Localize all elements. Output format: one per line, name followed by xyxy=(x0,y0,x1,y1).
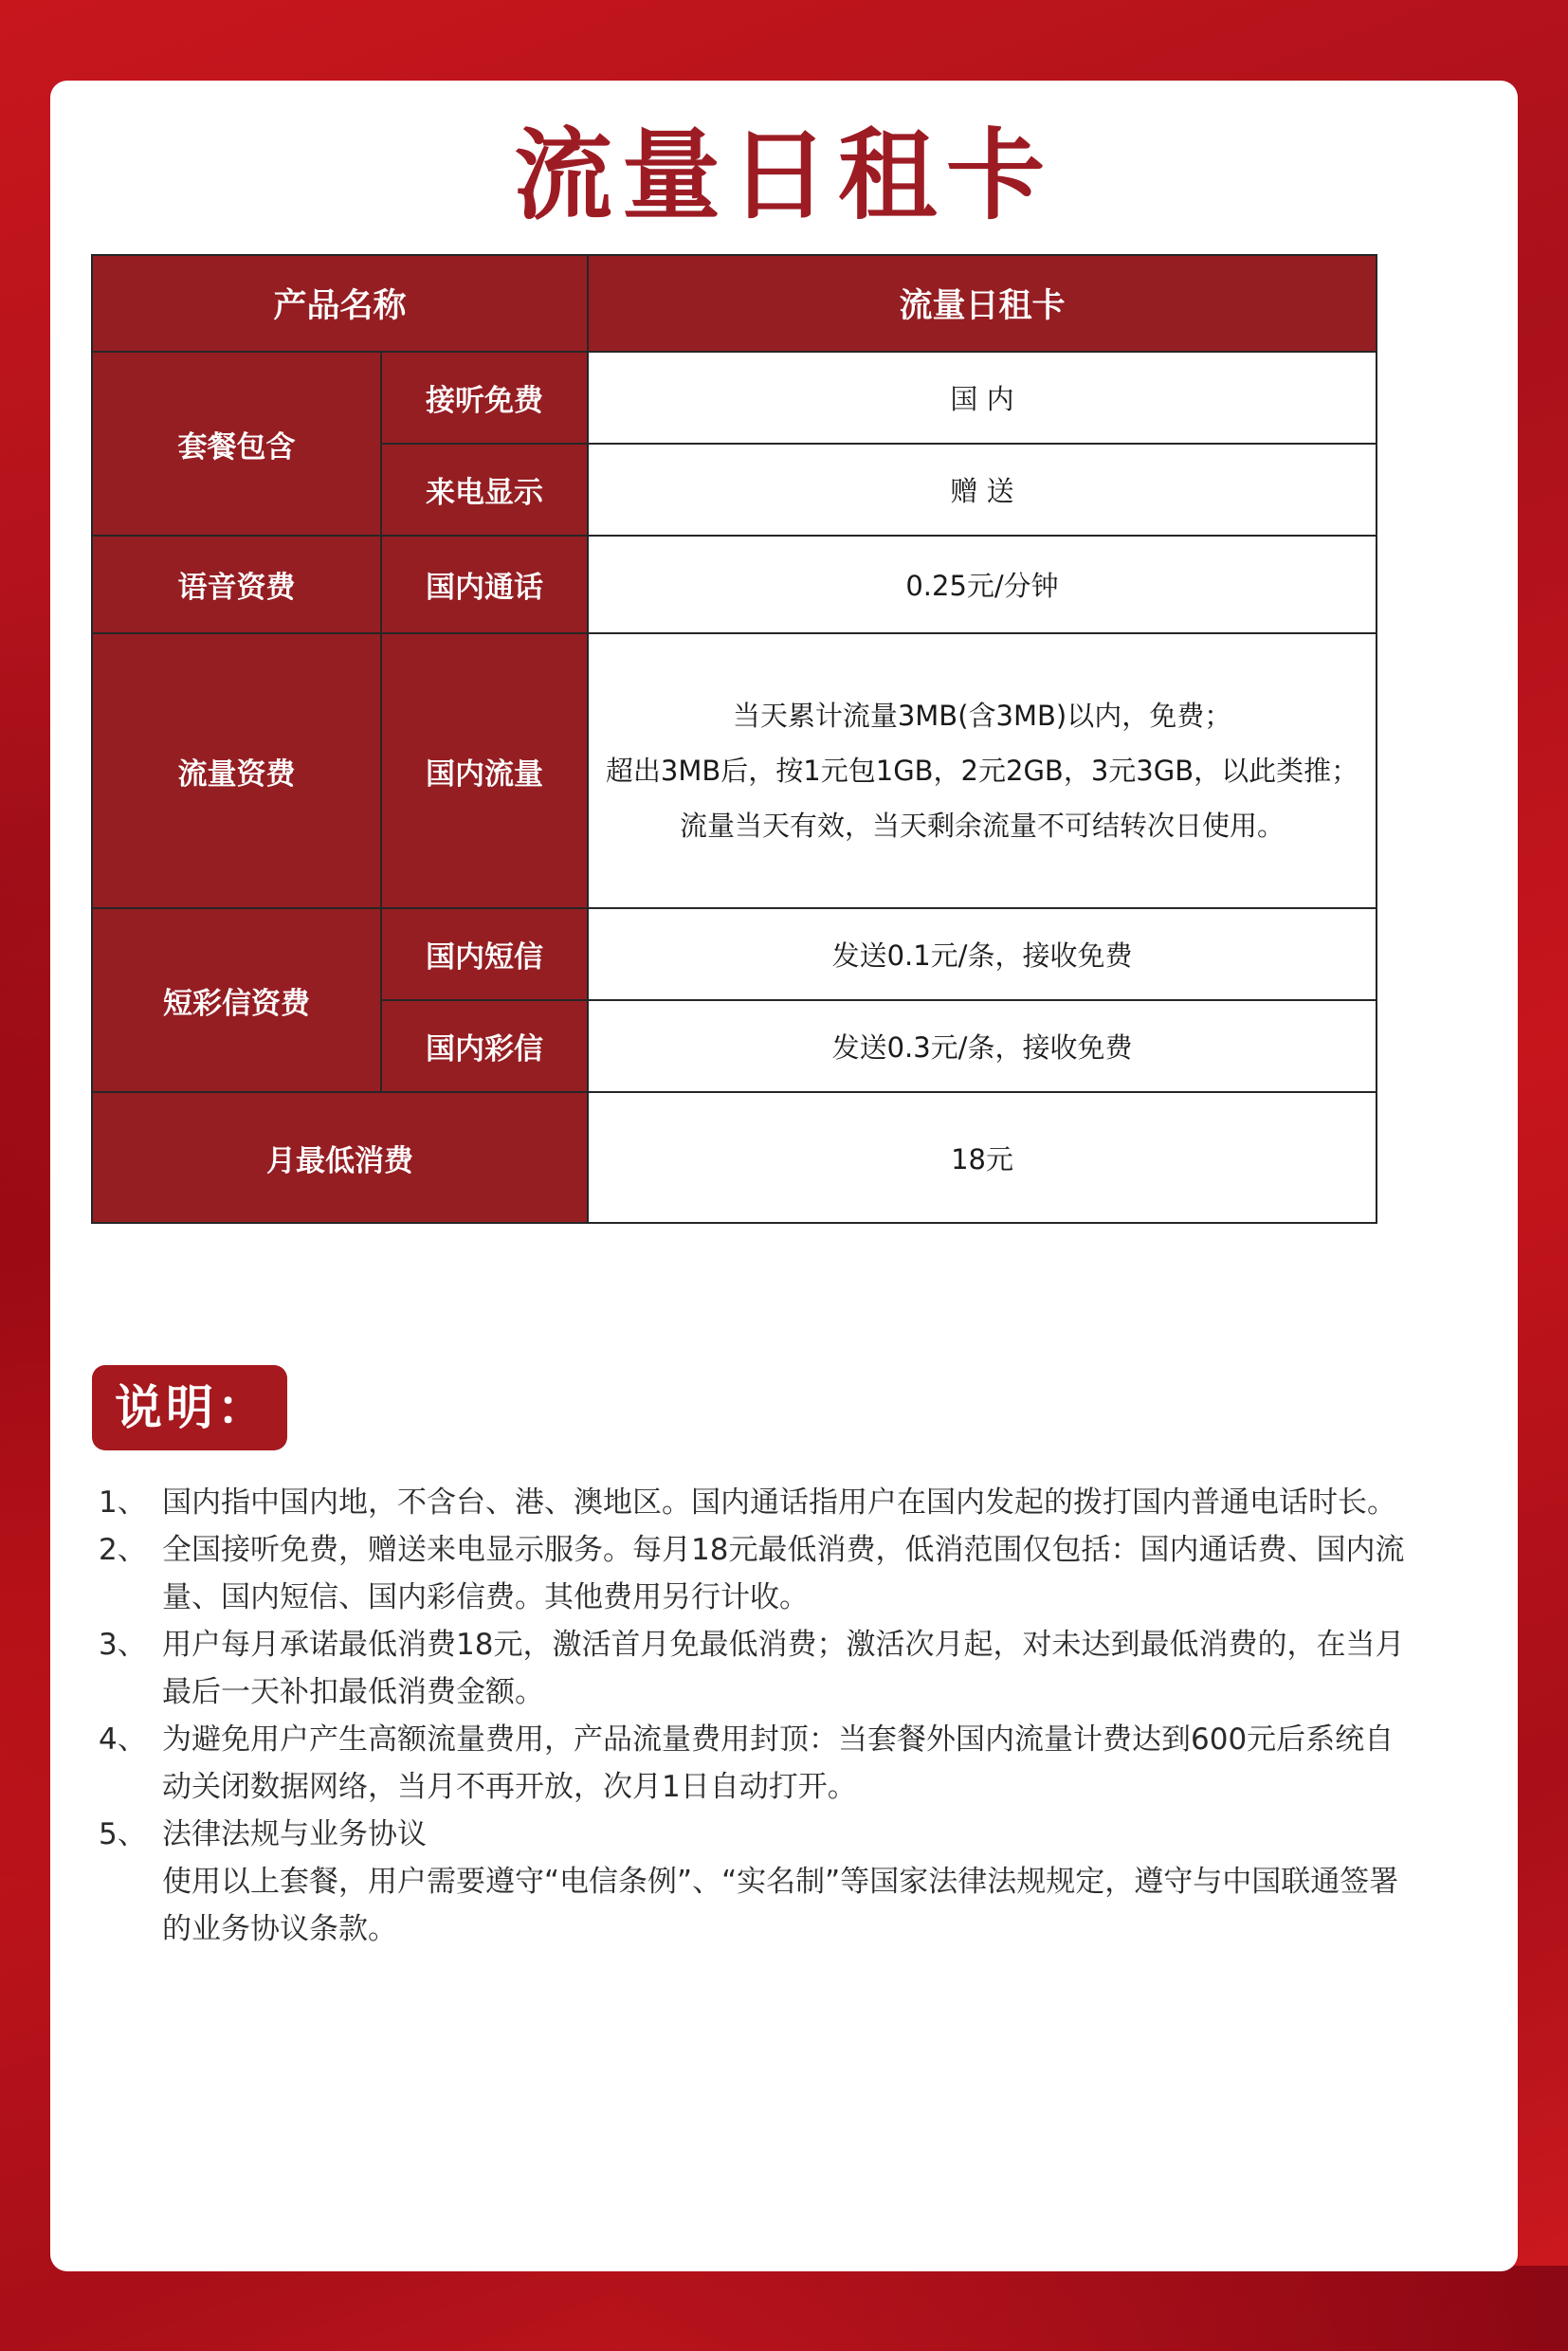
list-item xyxy=(99,1858,1421,1953)
list-item xyxy=(99,1621,1421,1716)
package-item-value: 国 内 xyxy=(588,352,1377,444)
package-item-value: 赠 送 xyxy=(588,444,1377,536)
note-text: 法律法规与业务协议 xyxy=(162,1817,427,1851)
data-item-label: 国内流量 xyxy=(381,633,588,908)
data-rule-line: 当天累计流量3MB(含3MB)以内，免费； xyxy=(732,700,1232,732)
note-number: 5、 xyxy=(99,1817,147,1851)
product-name-value: 流量日租卡 xyxy=(588,255,1377,352)
sms-label: 短彩信资费 xyxy=(92,908,381,1092)
package-item-label: 接听免费 xyxy=(381,352,588,444)
note-number: 1、 xyxy=(99,1485,147,1520)
tariff-table xyxy=(91,254,1377,1224)
note-text: 用户每月承诺最低消费18元，激活首月免最低消费；激活次月起，对未达到最低消费的，在当月最后一天补扣最低消费金额。 xyxy=(162,1628,1405,1709)
table-row xyxy=(92,633,1377,908)
voice-label: 语音资费 xyxy=(92,536,381,633)
voice-item-value: 0.25元/分钟 xyxy=(588,536,1377,633)
note-number: 3、 xyxy=(99,1628,147,1662)
data-label: 流量资费 xyxy=(92,633,381,908)
note-text: 使用以上套餐，用户需要遵守“电信条例”、“实名制”等国家法律法规规定，遵守与中国联通签署的业务协议条款。 xyxy=(162,1865,1399,1946)
notes-tag: 说明： xyxy=(92,1365,287,1450)
list-item xyxy=(99,1811,1421,1858)
notes-list xyxy=(99,1479,1421,1953)
note-number xyxy=(99,1858,162,1953)
data-rule-line: 流量当天有效，当天剩余流量不可结转次日使用。 xyxy=(680,810,1285,842)
data-item-value xyxy=(588,633,1377,908)
package-item-label: 来电显示 xyxy=(381,444,588,536)
table-row xyxy=(92,1092,1377,1223)
note-number: 4、 xyxy=(99,1722,147,1757)
table-header-row xyxy=(92,255,1377,352)
product-name-label: 产品名称 xyxy=(92,255,588,352)
table-row xyxy=(92,536,1377,633)
note-number: 2、 xyxy=(99,1533,147,1567)
sms-item-value: 发送0.3元/条，接收免费 xyxy=(588,1000,1377,1092)
table-row xyxy=(92,908,1377,1000)
sms-item-label: 国内短信 xyxy=(381,908,588,1000)
page-title: 流量日租卡 xyxy=(513,118,1054,233)
list-item xyxy=(99,1716,1421,1811)
sms-item-value: 发送0.1元/条，接收免费 xyxy=(588,908,1377,1000)
background-shape-left xyxy=(0,588,57,1915)
note-text: 全国接听免费，赠送来电显示服务。每月18元最低消费，低消范围仅包括：国内通话费、国内流量、国内短信、国内彩信费。其他费用另行计收。 xyxy=(162,1533,1405,1614)
voice-item-label: 国内通话 xyxy=(381,536,588,633)
package-label: 套餐包含 xyxy=(92,352,381,536)
table-row xyxy=(92,352,1377,444)
list-item xyxy=(99,1479,1421,1526)
list-item xyxy=(99,1526,1421,1621)
note-text: 为避免用户产生高额流量费用，产品流量费用封顶：当套餐外国内流量计费达到600元后系统自动关闭数据网络，当月不再开放，次月1日自动打开。 xyxy=(162,1722,1395,1804)
sms-item-label: 国内彩信 xyxy=(381,1000,588,1092)
background-shape-bottom xyxy=(616,2266,1568,2351)
minimum-spend-value: 18元 xyxy=(588,1092,1377,1223)
data-rule-line: 超出3MB后，按1元包1GB，2元2GB，3元3GB，以此类推； xyxy=(605,755,1359,787)
note-text: 国内指中国内地，不含台、港、澳地区。国内通话指用户在国内发起的拨打国内普通电话时长。 xyxy=(162,1485,1396,1520)
minimum-spend-label: 月最低消费 xyxy=(92,1092,588,1223)
